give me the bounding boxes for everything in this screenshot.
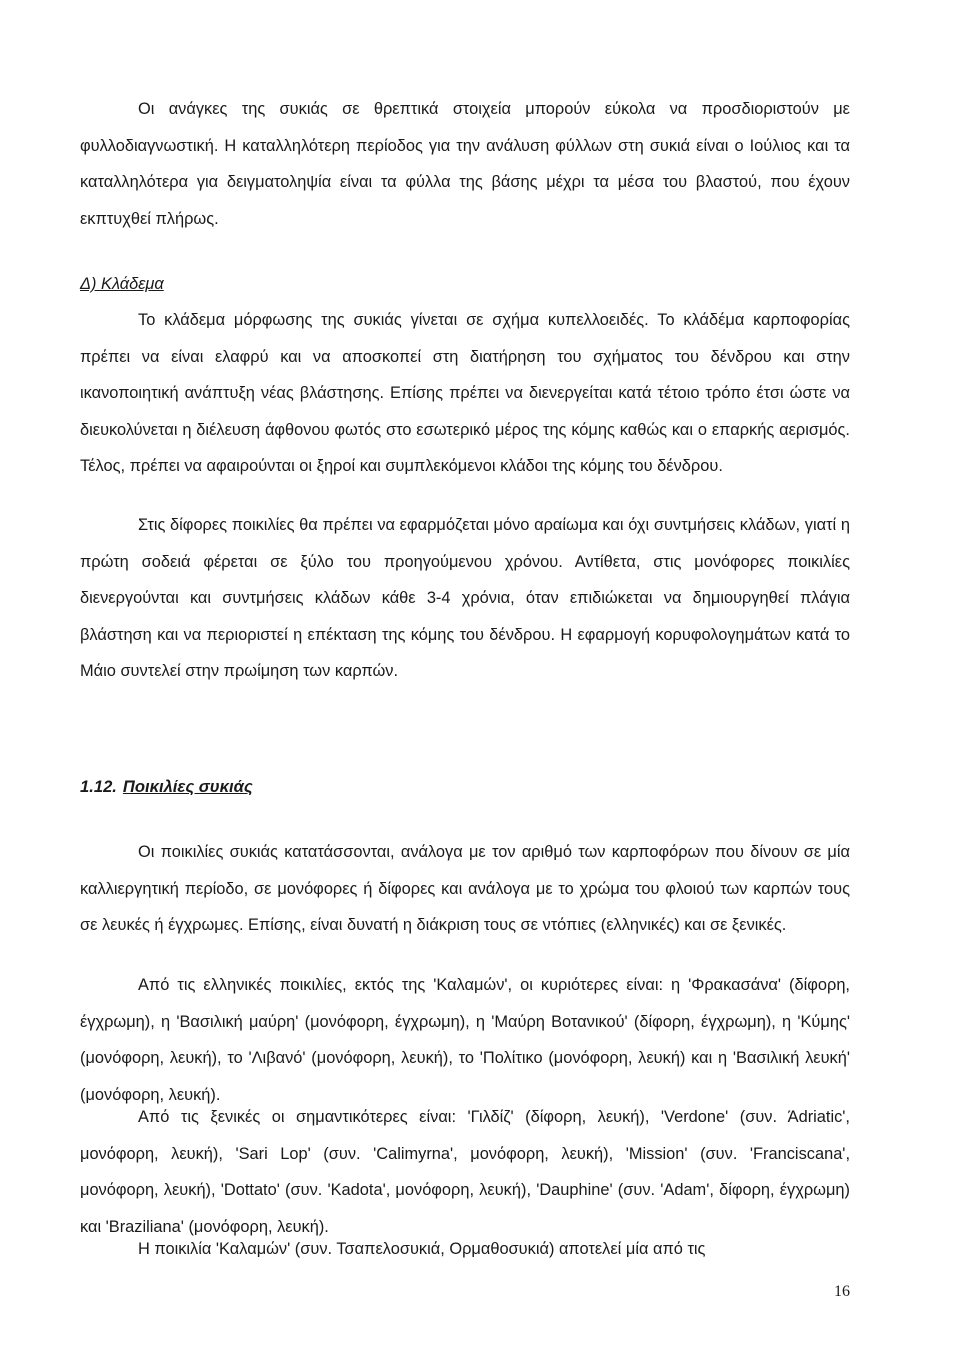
paragraph-pruning-shaping: Το κλάδεμα μόρφωσης της συκιάς γίνεται σε σχήμα κυπελλοειδές. Το κλάδέμα καρποφορίας πρέπει να είναι ελαφρύ και να αποσκοπεί στη διατήρηση του σχήματος του δένδρου και στην ικανοποιητική ανάπτυξη νέας βλάστησης. Επίσης πρέπει να διενεργείται κατά τέτοιο τρόπο έτσι ώστε να διευκολύνεται η διέλευση άφθονου φωτός στο εσωτερικό μέρος της κόμης καθώς και ο επαρκής αερισμός. Τέλος, πρέπει να αφαιρούνται οι ξηροί και συμπλεκόμενοι κλάδοι της κόμης του δένδρου. [80, 311, 850, 475]
paragraph-kalamon-variety: Η ποικιλία 'Καλαμών' (συν. Τσαπελοσυκιά, Ορμαθοσυκιά) αποτελεί μία από τις [138, 1240, 706, 1258]
page-number: 16 [834, 1283, 850, 1300]
section-number: 1.12. [80, 777, 117, 796]
paragraph-foreign-varieties: Από τις ξενικές οι σημαντικότερες είναι: 'Γιλδίζ' (δίφορη, λευκή), 'Verdone' (συν. Άdriatic', μονόφορη, λευκή), 'Sari Lop' (συν. 'Calimyrna', μονόφορη, λευκή), 'Mission' (συν. 'Franciscana', μονόφορη, λευκή), 'Dottato' (συν. 'Kadota', μονόφορη, λευκή), 'Dauphine' (συν. 'Adam', δίφορη, έγχρωμη) και 'Braziliana' (μονόφορη, λευκή). [80, 1108, 850, 1236]
paragraph-pruning-varieties: Στις δίφορες ποικιλίες θα πρέπει να εφαρμόζεται μόνο αραίωμα και όχι συντμήσεις κλάδων, γιατί η πρώτη σοδειά φέρεται σε ξύλο του προηγούμενου χρόνου. Αντίθετα, στις μονόφορες ποικιλίες διενεργούνται και συντμήσεις κλάδων κάθε 3-4 χρόνια, όταν επιδιώκεται να δημιουργηθεί πλάγια βλάστηση και να περιοριστεί η επέκταση της κόμης του δένδρου. Η εφαρμογή κορυφολογημάτων κατά το Μάιο συντελεί στην πρωίμηση των καρπών. [80, 516, 850, 680]
paragraph-greek-varieties: Από τις ελληνικές ποικιλίες, εκτός της 'Καλαμών', οι κυριότερες είναι: η 'Φρακασάνα' (δίφορη, έγχρωμη), η 'Βασιλική μαύρη' (μονόφορη, έγχρωμη), η 'Μαύρη Βοτανικού' (δίφορη, έγχρωμη), η 'Κύμης' (μονόφορη, λευκή), το 'Λιβανό' (μονόφορη, λευκή), το 'Πολίτικο (μονόφορη, λευκή) και η 'Βασιλική λευκή' (μονόφορη, λευκή). [80, 976, 850, 1104]
section-title: Ποικιλίες συκιάς [122, 777, 253, 796]
section-heading [80, 777, 253, 797]
subheading-pruning: Δ) Κλάδεμα [80, 275, 164, 293]
paragraph-variety-classification: Οι ποικιλίες συκιάς κατατάσσονται, ανάλογα με τον αριθμό των καρποφόρων που δίνουν σε μία καλλιεργητική περίοδο, σε μονόφορες ή δίφορες και ανάλογα με το χρώμα του φλοιού των καρπών τους σε λευκές ή έγχρωμες. Επίσης, είναι δυνατή η διάκριση τους σε ντόπιες (ελληνικές) και σε ξενικές. [80, 843, 850, 934]
paragraph-fig-nutrition: Οι ανάγκες της συκιάς σε θρεπτικά στοιχεία μπορούν εύκολα να προσδιοριστούν με φυλλοδιαγνωστική. Η καταλληλότερη περίοδος για την ανάλυση φύλλων στη συκιά είναι ο Ιούλιος και τα καταλληλότερα για δειγματοληψία είναι τα φύλλα της βάσης μέχρι τα μέσα του βλαστού, που έχουν εκπτυχθεί πλήρως. [80, 100, 850, 228]
